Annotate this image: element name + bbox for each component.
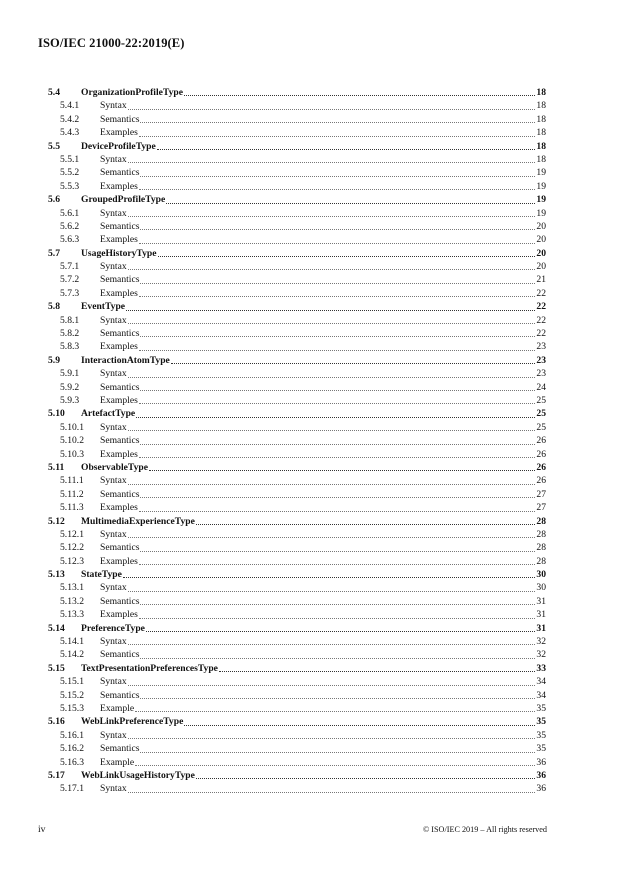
- toc-entry-number: 5.5.2: [60, 167, 80, 179]
- toc-subsection-entry[interactable]: [48, 327, 546, 340]
- toc-entry-title: Semantics: [100, 167, 140, 179]
- toc-entry-number: 5.4.3: [60, 127, 80, 139]
- toc-entry-title: Examples: [100, 448, 138, 460]
- toc-entry-page: 21: [536, 274, 546, 286]
- toc-entry-title: Examples: [100, 609, 138, 621]
- toc-entry-number: 5.11.3: [60, 502, 84, 514]
- toc-entry-title: Syntax: [100, 368, 127, 380]
- toc-entry-number: 5.13.2: [60, 595, 84, 607]
- toc-dot-leader: [140, 698, 535, 699]
- toc-entry-number: 5.10.1: [60, 421, 84, 433]
- toc-entry-title: Semantics: [100, 435, 140, 447]
- toc-subsection-entry[interactable]: [48, 434, 546, 447]
- toc-dot-leader: [149, 470, 535, 471]
- toc-entry-number: 5.9.2: [60, 381, 80, 393]
- toc-section-entry[interactable]: [48, 461, 546, 474]
- toc-dot-leader: [139, 457, 535, 458]
- toc-entry-title: Syntax: [100, 636, 127, 648]
- toc-entry-page: 28: [536, 528, 546, 540]
- toc-section-entry[interactable]: [48, 140, 546, 153]
- toc-entry-number: 5.6: [48, 194, 60, 206]
- toc-entry-title: Syntax: [100, 475, 127, 487]
- toc-entry-title: Semantics: [100, 381, 140, 393]
- toc-entry-number: 5.10.3: [60, 448, 84, 460]
- toc-entry-title: WebLinkPreferenceType: [81, 716, 184, 728]
- toc-entry-title: Semantics: [100, 689, 140, 701]
- toc-entry-title: Syntax: [100, 314, 127, 326]
- toc-dot-leader: [139, 136, 535, 137]
- toc-entry-page: 28: [536, 515, 546, 527]
- toc-entry-title: Syntax: [100, 261, 127, 273]
- toc-dot-leader: [128, 323, 535, 324]
- toc-entry-page: 23: [536, 354, 546, 366]
- toc-dot-leader: [128, 216, 535, 217]
- toc-entry-page: 27: [536, 502, 546, 514]
- toc-entry-page: 20: [536, 220, 546, 232]
- page-number: iv: [38, 824, 46, 835]
- toc-entry-number: 5.17: [48, 769, 65, 781]
- toc-dot-leader: [139, 189, 535, 190]
- toc-entry-title: Syntax: [100, 528, 127, 540]
- toc-dot-leader: [128, 685, 535, 686]
- toc-entry-title: Examples: [100, 502, 138, 514]
- toc-entry-number: 5.13: [48, 569, 65, 581]
- toc-entry-page: 19: [536, 167, 546, 179]
- toc-dot-leader: [140, 336, 535, 337]
- toc-entry-title: Syntax: [100, 421, 127, 433]
- toc-dot-leader: [157, 149, 535, 150]
- toc-entry-page: 35: [536, 702, 546, 714]
- toc-section-entry[interactable]: [48, 193, 546, 206]
- toc-entry-title: UsageHistoryType: [81, 247, 157, 259]
- toc-subsection-entry[interactable]: [48, 287, 546, 300]
- toc-entry-number: 5.13.1: [60, 582, 84, 594]
- toc-subsection-entry[interactable]: [48, 180, 546, 193]
- toc-dot-leader: [196, 778, 535, 779]
- toc-dot-leader: [128, 738, 535, 739]
- toc-entry-page: 22: [536, 301, 546, 313]
- toc-entry-page: 30: [536, 569, 546, 581]
- toc-entry-title: Syntax: [100, 676, 127, 688]
- toc-dot-leader: [128, 792, 535, 793]
- toc-entry-page: 34: [536, 689, 546, 701]
- toc-entry-title: Examples: [100, 234, 138, 246]
- toc-dot-leader: [140, 176, 535, 177]
- toc-dot-leader: [171, 363, 535, 364]
- toc-entry-title: Examples: [100, 180, 138, 192]
- toc-section-entry[interactable]: [48, 247, 546, 260]
- toc-entry-page: 23: [536, 341, 546, 353]
- toc-entry-number: 5.7.2: [60, 274, 80, 286]
- toc-entry-page: 18: [536, 140, 546, 152]
- toc-entry-title: Example: [100, 702, 135, 714]
- table-of-contents: [48, 86, 546, 796]
- toc-entry-number: 5.14: [48, 622, 65, 634]
- toc-subsection-entry[interactable]: [48, 153, 546, 166]
- toc-entry-title: PreferenceType: [81, 622, 145, 634]
- toc-dot-leader: [184, 95, 535, 96]
- toc-entry-title: OrganizationProfileType: [81, 87, 183, 98]
- toc-dot-leader: [166, 203, 535, 204]
- toc-entry-page: 22: [536, 328, 546, 340]
- toc-subsection-entry[interactable]: [48, 113, 546, 126]
- toc-entry-page: 19: [536, 180, 546, 192]
- toc-entry-number: 5.12: [48, 515, 65, 527]
- toc-entry-page: 34: [536, 676, 546, 688]
- toc-entry-title: DeviceProfileType: [81, 140, 156, 152]
- toc-entry-page: 22: [536, 287, 546, 299]
- toc-section-entry[interactable]: [48, 662, 546, 675]
- toc-dot-leader: [139, 564, 535, 565]
- toc-dot-leader: [140, 497, 535, 498]
- toc-subsection-entry[interactable]: [48, 448, 546, 461]
- toc-dot-leader: [128, 591, 535, 592]
- toc-entry-number: 5.15: [48, 662, 65, 674]
- toc-entry-number: 5.5.1: [60, 153, 80, 165]
- toc-entry-number: 5.15.1: [60, 676, 84, 688]
- toc-entry-title: Syntax: [100, 100, 127, 112]
- toc-dot-leader: [139, 296, 535, 297]
- toc-dot-leader: [135, 711, 535, 712]
- toc-entry-page: 36: [536, 769, 546, 781]
- toc-subsection-entry[interactable]: [48, 742, 546, 755]
- toc-entry-number: 5.10: [48, 408, 65, 420]
- toc-entry-page: 25: [536, 394, 546, 406]
- toc-entry-title: Example: [100, 756, 135, 768]
- toc-dot-leader: [196, 524, 535, 525]
- toc-entry-number: 5.6.1: [60, 207, 80, 219]
- toc-entry-number: 5.11: [48, 461, 65, 473]
- toc-dot-leader: [140, 604, 535, 605]
- toc-entry-number: 5.12.3: [60, 555, 84, 567]
- toc-entry-number: 5.14.1: [60, 636, 84, 648]
- toc-entry-page: 18: [536, 100, 546, 112]
- toc-entry-title: Examples: [100, 287, 138, 299]
- toc-dot-leader: [140, 444, 535, 445]
- toc-subsection-entry[interactable]: [48, 394, 546, 407]
- toc-entry-number: 5.15.2: [60, 689, 84, 701]
- toc-entry-page: 25: [536, 421, 546, 433]
- toc-entry-page: 26: [536, 475, 546, 487]
- toc-entry-title: Examples: [100, 341, 138, 353]
- toc-entry-number: 5.17.1: [60, 783, 84, 795]
- toc-dot-leader: [123, 577, 535, 578]
- toc-entry-page: 28: [536, 555, 546, 567]
- toc-section-entry[interactable]: [48, 407, 546, 420]
- toc-entry-title: Examples: [100, 555, 138, 567]
- toc-entry-number: 5.11.1: [60, 475, 84, 487]
- toc-entry-page: 27: [536, 488, 546, 500]
- toc-entry-page: 35: [536, 743, 546, 755]
- toc-entry-title: ObservableType: [81, 461, 148, 473]
- toc-section-entry[interactable]: [48, 715, 546, 728]
- toc-dot-leader: [184, 725, 535, 726]
- toc-entry-number: 5.6.3: [60, 234, 80, 246]
- toc-subsection-entry[interactable]: [48, 381, 546, 394]
- toc-dot-leader: [139, 350, 535, 351]
- toc-subsection-entry[interactable]: [48, 595, 546, 608]
- toc-entry-page: 31: [536, 622, 546, 634]
- toc-entry-number: 5.4: [48, 87, 60, 98]
- toc-section-entry[interactable]: [48, 568, 546, 581]
- toc-subsection-entry[interactable]: [48, 555, 546, 568]
- toc-entry-page: 32: [536, 649, 546, 661]
- toc-entry-page: 26: [536, 435, 546, 447]
- toc-entry-number: 5.7.3: [60, 287, 80, 299]
- toc-entry-title: Semantics: [100, 220, 140, 232]
- toc-entry-page: 19: [536, 207, 546, 219]
- toc-subsection-entry[interactable]: [48, 782, 546, 795]
- toc-entry-number: 5.8.3: [60, 341, 80, 353]
- toc-subsection-entry[interactable]: [48, 220, 546, 233]
- toc-dot-leader: [128, 537, 535, 538]
- toc-entry-page: 26: [536, 448, 546, 460]
- toc-entry-number: 5.8.2: [60, 328, 80, 340]
- toc-dot-leader: [139, 618, 535, 619]
- toc-entry-title: Syntax: [100, 783, 127, 795]
- toc-entry-page: 36: [536, 756, 546, 768]
- toc-subsection-entry[interactable]: [48, 99, 546, 112]
- toc-subsection-entry[interactable]: [48, 608, 546, 621]
- toc-entry-number: 5.15.3: [60, 702, 84, 714]
- toc-entry-title: Syntax: [100, 207, 127, 219]
- toc-subsection-entry[interactable]: [48, 702, 546, 715]
- toc-entry-page: 31: [536, 609, 546, 621]
- toc-entry-title: Syntax: [100, 153, 127, 165]
- toc-entry-title: StateType: [81, 569, 122, 581]
- copyright-notice: © ISO/IEC 2019 – All rights reserved: [422, 825, 547, 834]
- toc-entry-title: Examples: [100, 127, 138, 139]
- toc-entry-number: 5.7: [48, 247, 60, 259]
- toc-entry-page: 35: [536, 729, 546, 741]
- toc-entry-page: 18: [536, 127, 546, 139]
- toc-subsection-entry[interactable]: [48, 635, 546, 648]
- toc-dot-leader: [140, 283, 535, 284]
- toc-entry-title: Semantics: [100, 274, 140, 286]
- toc-entry-number: 5.16.1: [60, 729, 84, 741]
- toc-entry-page: 32: [536, 636, 546, 648]
- toc-entry-title: Semantics: [100, 649, 140, 661]
- toc-entry-number: 5.5.3: [60, 180, 80, 192]
- toc-entry-title: Semantics: [100, 542, 140, 554]
- toc-entry-page: 24: [536, 381, 546, 393]
- toc-entry-number: 5.13.3: [60, 609, 84, 621]
- toc-entry-page: 31: [536, 595, 546, 607]
- toc-entry-number: 5.7.1: [60, 261, 80, 273]
- toc-entry-page: 30: [536, 582, 546, 594]
- toc-dot-leader: [128, 269, 535, 270]
- toc-subsection-entry[interactable]: [48, 648, 546, 661]
- toc-subsection-entry[interactable]: [48, 729, 546, 742]
- toc-entry-page: 20: [536, 247, 546, 259]
- toc-subsection-entry[interactable]: [48, 340, 546, 353]
- toc-dot-leader: [140, 658, 535, 659]
- toc-subsection-entry[interactable]: [48, 581, 546, 594]
- toc-entry-title: Semantics: [100, 595, 140, 607]
- toc-section-entry[interactable]: [48, 515, 546, 528]
- toc-dot-leader: [140, 390, 535, 391]
- toc-dot-leader: [128, 644, 535, 645]
- toc-subsection-entry[interactable]: [48, 367, 546, 380]
- toc-subsection-entry[interactable]: [48, 528, 546, 541]
- toc-subsection-entry[interactable]: [48, 273, 546, 286]
- toc-subsection-entry[interactable]: [48, 207, 546, 220]
- toc-section-entry[interactable]: [48, 300, 546, 313]
- toc-entry-page: 23: [536, 368, 546, 380]
- toc-entry-number: 5.14.2: [60, 649, 84, 661]
- toc-dot-leader: [140, 752, 535, 753]
- toc-entry-number: 5.16: [48, 716, 65, 728]
- toc-dot-leader: [139, 243, 535, 244]
- toc-subsection-entry[interactable]: [48, 126, 546, 139]
- toc-entry-title: Syntax: [100, 729, 127, 741]
- toc-entry-title: Semantics: [100, 113, 140, 125]
- toc-entry-title: Syntax: [100, 582, 127, 594]
- toc-entry-page: 19: [536, 194, 546, 206]
- toc-dot-leader: [139, 511, 535, 512]
- toc-entry-title: ArtefactType: [81, 408, 136, 420]
- toc-entry-number: 5.9.1: [60, 368, 80, 380]
- toc-entry-title: GroupedProfileType: [81, 194, 166, 206]
- toc-subsection-entry[interactable]: [48, 314, 546, 327]
- toc-subsection-entry[interactable]: [48, 501, 546, 514]
- toc-entry-number: 5.11.2: [60, 488, 84, 500]
- toc-dot-leader: [136, 417, 535, 418]
- toc-entry-number: 5.6.2: [60, 220, 80, 232]
- toc-entry-page: 26: [536, 461, 546, 473]
- toc-dot-leader: [128, 484, 535, 485]
- toc-subsection-entry[interactable]: [48, 488, 546, 501]
- toc-subsection-entry[interactable]: [48, 474, 546, 487]
- toc-entry-title: Examples: [100, 394, 138, 406]
- toc-subsection-entry[interactable]: [48, 689, 546, 702]
- toc-entry-number: 5.4.2: [60, 113, 80, 125]
- toc-entry-title: TextPresentationPreferencesType: [81, 662, 218, 674]
- toc-entry-number: 5.8: [48, 301, 60, 313]
- toc-dot-leader: [128, 430, 535, 431]
- toc-subsection-entry[interactable]: [48, 166, 546, 179]
- toc-entry-title: Semantics: [100, 743, 140, 755]
- toc-dot-leader: [135, 765, 535, 766]
- toc-entry-number: 5.5: [48, 140, 60, 152]
- toc-dot-leader: [140, 122, 535, 123]
- toc-dot-leader: [146, 631, 535, 632]
- toc-entry-page: 20: [536, 234, 546, 246]
- toc-entry-number: 5.12.2: [60, 542, 84, 554]
- toc-entry-title: Semantics: [100, 488, 140, 500]
- toc-entry-page: 25: [536, 408, 546, 420]
- toc-entry-title: Semantics: [100, 328, 140, 340]
- toc-entry-page: 20: [536, 261, 546, 273]
- toc-entry-title: EventType: [81, 301, 126, 313]
- toc-entry-page: 22: [536, 314, 546, 326]
- toc-entry-page: 28: [536, 542, 546, 554]
- document-header-title: ISO/IEC 21000-22:2019(E): [38, 36, 185, 50]
- toc-dot-leader: [128, 109, 535, 110]
- toc-entry-page: 36: [536, 783, 546, 795]
- toc-entry-title: MultimediaExperienceType: [81, 515, 195, 527]
- toc-entry-title: InteractionAtomType: [81, 354, 170, 366]
- toc-dot-leader: [126, 310, 535, 311]
- toc-dot-leader: [219, 671, 535, 672]
- toc-entry-number: 5.16.2: [60, 743, 84, 755]
- toc-entry-number: 5.9.3: [60, 394, 80, 406]
- toc-subsection-entry[interactable]: [48, 756, 546, 769]
- toc-entry-number: 5.10.2: [60, 435, 84, 447]
- toc-subsection-entry[interactable]: [48, 541, 546, 554]
- toc-dot-leader: [140, 229, 535, 230]
- toc-entry-page: 35: [536, 716, 546, 728]
- toc-subsection-entry[interactable]: [48, 260, 546, 273]
- toc-dot-leader: [128, 377, 535, 378]
- toc-entry-page: 18: [536, 87, 546, 98]
- toc-dot-leader: [139, 403, 535, 404]
- toc-entry-page: 18: [536, 153, 546, 165]
- toc-subsection-entry[interactable]: [48, 675, 546, 688]
- toc-dot-leader: [128, 162, 535, 163]
- toc-section-entry[interactable]: [48, 622, 546, 635]
- toc-entry-number: 5.4.1: [60, 100, 80, 112]
- toc-subsection-entry[interactable]: [48, 421, 546, 434]
- toc-subsection-entry[interactable]: [48, 233, 546, 246]
- toc-entry-number: 5.12.1: [60, 528, 84, 540]
- toc-entry-number: 5.16.3: [60, 756, 84, 768]
- toc-dot-leader: [140, 551, 535, 552]
- toc-entry-title: WebLinkUsageHistoryType: [81, 769, 195, 781]
- toc-section-entry[interactable]: [48, 769, 546, 782]
- toc-section-entry[interactable]: [48, 86, 546, 99]
- toc-entry-number: 5.9: [48, 354, 60, 366]
- toc-entry-page: 18: [536, 113, 546, 125]
- toc-entry-number: 5.8.1: [60, 314, 80, 326]
- toc-entry-page: 33: [536, 662, 546, 674]
- toc-section-entry[interactable]: [48, 354, 546, 367]
- toc-dot-leader: [158, 256, 535, 257]
